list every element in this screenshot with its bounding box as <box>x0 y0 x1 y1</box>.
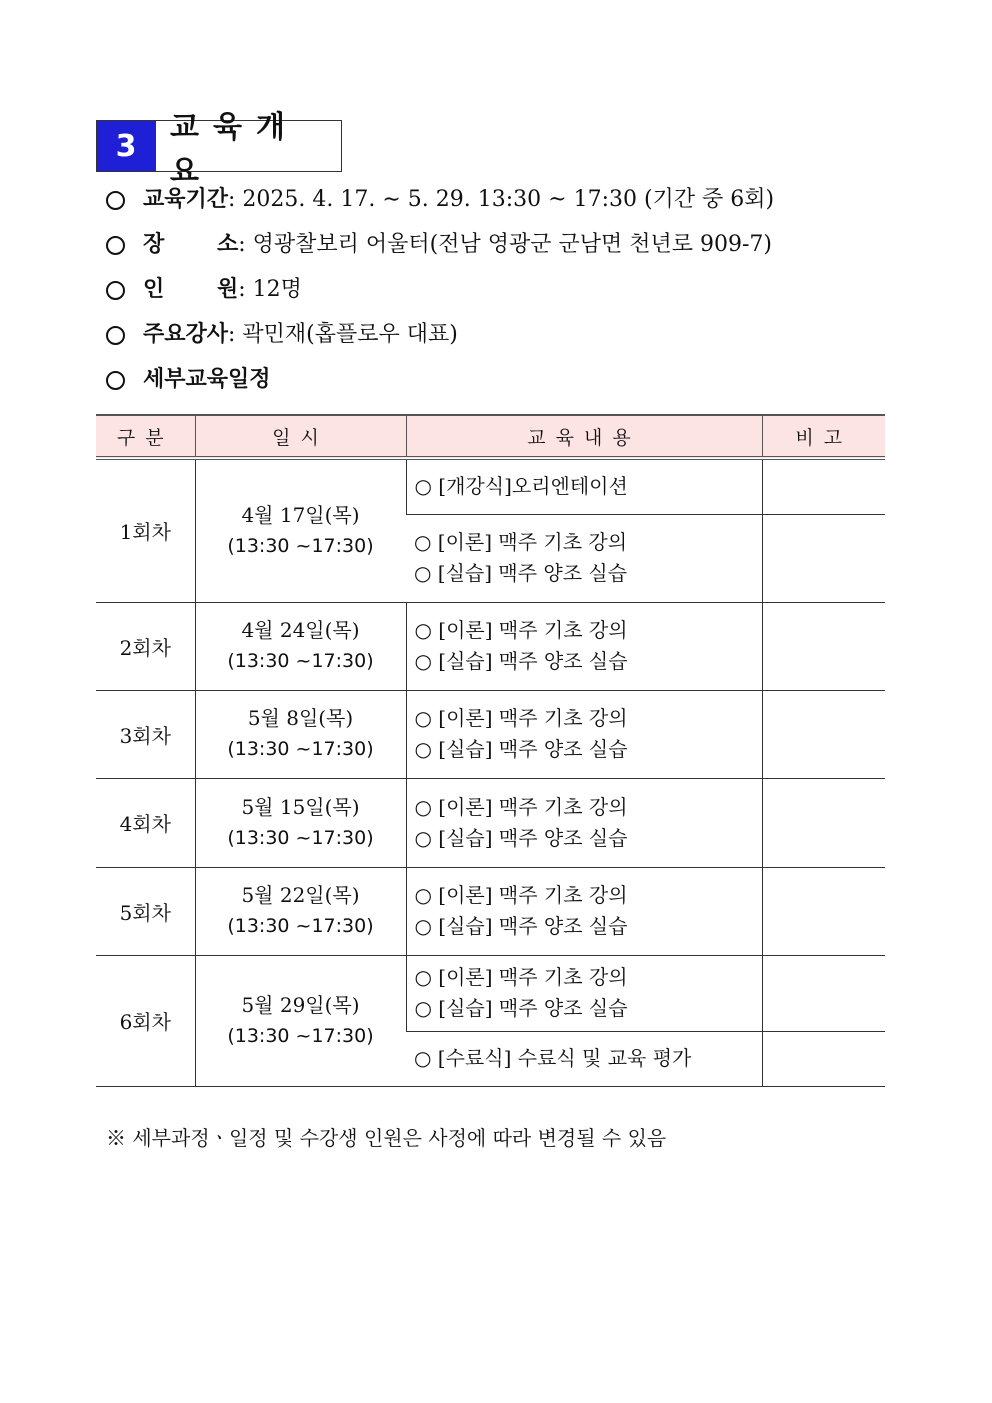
remarks-cell <box>762 514 885 602</box>
date-text: 4월 17일(목) <box>241 502 360 527</box>
content-item: ○ [이론] 맥주 기초 강의 <box>414 618 628 642</box>
content-item: ○ [실습] 맥주 양조 실습 <box>414 914 628 938</box>
time-text: (13:30 ~17:30) <box>227 915 374 937</box>
date-text: 5월 8일(목) <box>247 706 354 730</box>
content-cell <box>406 778 762 867</box>
content-item: ○ [이론] 맥주 기초 강의 <box>414 965 628 989</box>
footnote: ※ 세부과정ㆍ일정 및 수강생 인원은 사정에 따라 변경될 수 있음 <box>106 1126 667 1150</box>
people-value: : 12명 <box>238 277 302 302</box>
schedule-heading: 세부교육일정 <box>143 367 271 392</box>
people-label-b: 원 <box>217 277 239 302</box>
time-text: (13:30 ~17:30) <box>227 738 374 760</box>
table-row <box>96 955 885 1031</box>
content-item: ○ [수료식] 수료식 및 교육 평가 <box>414 1046 692 1070</box>
remarks-cell <box>762 955 885 1031</box>
circle-bullet-icon <box>106 371 125 390</box>
info-place <box>106 230 772 260</box>
lecturer-label: 주요강사 <box>143 322 229 347</box>
datetime-cell <box>195 778 406 867</box>
remarks-cell <box>762 690 885 778</box>
content-cell <box>406 458 762 514</box>
section-title: 교육개요 <box>170 110 299 189</box>
datetime-cell <box>195 602 406 690</box>
header-content: 교육내용 <box>406 415 762 458</box>
content-item: ○ [실습] 맥주 양조 실습 <box>414 561 628 585</box>
circle-bullet-icon <box>106 281 125 300</box>
remarks-cell <box>762 867 885 955</box>
table-row <box>96 778 885 867</box>
info-people <box>106 275 302 305</box>
content-item: ○ [실습] 맥주 양조 실습 <box>414 825 628 850</box>
date-text: 4월 24일(목) <box>241 618 360 642</box>
session-cell: 6회차 <box>96 955 195 1086</box>
content-cell <box>406 955 762 1031</box>
time-text: (13:30 ~17:30) <box>227 826 374 849</box>
content-item: ○ [개강식]오리엔테이션 <box>414 474 628 499</box>
period-value: : 2025. 4. 17. ∼ 5. 29. 13:30 ~ 17:30 (기간 중 6회) <box>228 187 775 212</box>
place-value: : 영광찰보리 어울터(전남 영광군 군남면 천년로 909-7) <box>238 232 773 257</box>
content-item: ○ [이론] 맥주 기초 강의 <box>414 706 628 730</box>
circle-bullet-icon <box>106 191 125 210</box>
table-header-row <box>96 415 885 458</box>
content-item: ○ [실습] 맥주 양조 실습 <box>414 737 628 761</box>
content-cell <box>406 514 762 602</box>
table-row <box>96 602 885 690</box>
table-row <box>96 690 885 778</box>
period-label: 교육기간 <box>143 187 229 212</box>
session-cell: 3회차 <box>96 690 195 778</box>
session-cell: 2회차 <box>96 602 195 690</box>
date-text: 5월 22일(목) <box>241 883 360 907</box>
remarks-cell <box>762 602 885 690</box>
place-label-a: 장 <box>143 232 165 257</box>
remarks-cell <box>762 458 885 514</box>
time-text: (13:30 ~17:30) <box>227 1024 374 1047</box>
session-cell: 5회차 <box>96 867 195 955</box>
circle-bullet-icon <box>106 326 125 345</box>
content-item: ○ [이론] 맥주 기초 강의 <box>414 883 628 907</box>
schedule-table <box>96 414 885 1087</box>
info-period <box>106 185 774 215</box>
content-cell <box>406 867 762 955</box>
remarks-cell <box>762 778 885 867</box>
session-cell: 4회차 <box>96 778 195 867</box>
header-datetime: 일시 <box>195 415 406 458</box>
session-cell: 1회차 <box>96 458 195 602</box>
lecturer-value: : 곽민재(홉플로우 대표) <box>228 322 458 347</box>
content-item: ○ [실습] 맥주 양조 실습 <box>414 649 628 673</box>
content-cell <box>406 1031 762 1086</box>
content-item: ○ [이론] 맥주 기초 강의 <box>414 530 628 554</box>
people-label-a: 인 <box>143 277 165 302</box>
content-cell <box>406 690 762 778</box>
content-item: ○ [실습] 맥주 양조 실습 <box>414 996 628 1020</box>
datetime-cell <box>195 690 406 778</box>
datetime-cell <box>195 867 406 955</box>
section-number: 3 <box>97 121 156 171</box>
info-schedule-heading <box>106 365 271 395</box>
time-text: (13:30 ~17:30) <box>227 534 374 557</box>
content-item: ○ [이론] 맥주 기초 강의 <box>414 794 628 819</box>
place-label-b: 소 <box>217 232 239 257</box>
section-header <box>96 110 342 189</box>
date-text: 5월 15일(목) <box>241 794 360 819</box>
remarks-cell <box>762 1031 885 1086</box>
circle-bullet-icon <box>106 236 125 255</box>
info-lecturer <box>106 320 458 350</box>
content-cell <box>406 602 762 690</box>
header-session: 구분 <box>96 415 195 458</box>
date-text: 5월 29일(목) <box>241 992 360 1017</box>
datetime-cell <box>195 458 406 602</box>
table-row <box>96 458 885 514</box>
time-text: (13:30 ~17:30) <box>227 650 374 672</box>
table-row <box>96 867 885 955</box>
datetime-cell <box>195 955 406 1086</box>
header-remarks: 비고 <box>762 415 885 458</box>
